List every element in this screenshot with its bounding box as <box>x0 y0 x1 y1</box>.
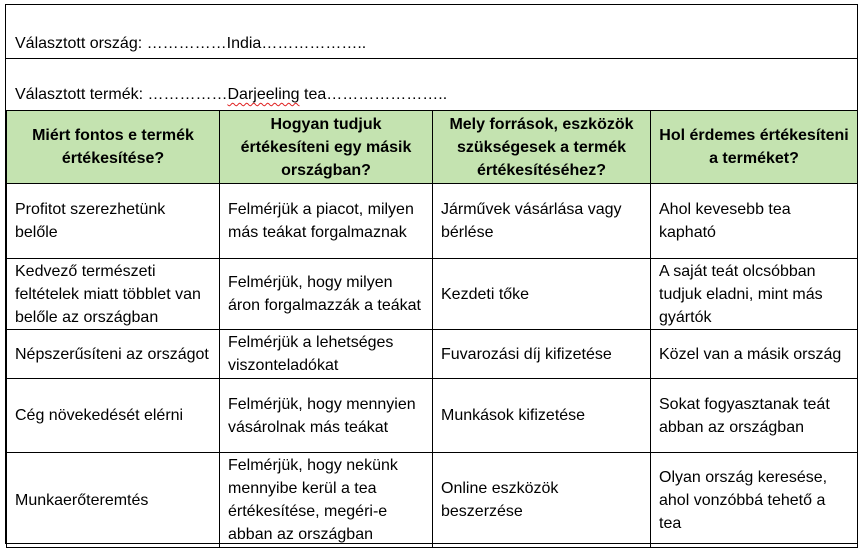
table-row <box>7 259 858 330</box>
table-row <box>7 379 858 453</box>
table-row <box>7 453 858 548</box>
table-cell: Ahol kevesebb tea kapható <box>651 184 858 259</box>
table-cell: Cég növekedését elérni <box>7 379 220 453</box>
country-dots-before: …………… <box>146 35 227 52</box>
product-value-word2: tea <box>304 86 327 103</box>
table-cell: Sokat fogyasztanak teát abban az országban <box>651 379 858 453</box>
table-row <box>7 184 858 259</box>
table-cell: Kedvező természeti feltételek miatt többlet van belőle az országban <box>7 259 220 330</box>
selected-product-line <box>6 59 857 110</box>
table-cell: A saját teát olcsóbban tudjuk eladni, mint más gyártók <box>651 259 858 330</box>
table-cell: Népszerűsíteni az országot <box>7 330 220 379</box>
product-dots-before: …………… <box>147 86 228 103</box>
product-value-word1: Darjeeling <box>227 86 300 103</box>
product-dots-after: ………………….. <box>326 86 448 103</box>
table-cell: Járművek vásárlása vagy bérlése <box>433 184 651 259</box>
table-row <box>7 330 858 379</box>
table-cell: Online eszközök beszerzése <box>433 453 651 548</box>
worksheet-frame <box>5 4 858 544</box>
country-dots-after: ……………….. <box>261 35 367 52</box>
table-cell: Munkások kifizetése <box>433 379 651 453</box>
table-cell: Felmérjük, hogy nekünk mennyibe kerül a tea értékesítése, megéri-e abban az országban <box>220 453 433 548</box>
column-header-where: Hol érdemes értékesíteni a terméket? <box>651 111 858 184</box>
table-cell: Felmérjük a piacot, milyen más teákat forgalmaznak <box>220 184 433 259</box>
table-cell: Közel van a másik ország <box>651 330 858 379</box>
table-cell: Munkaerőteremtés <box>7 453 220 548</box>
table-cell: Profitot szerezhetünk belőle <box>7 184 220 259</box>
column-header-resources: Mely források, eszközök szükségesek a termék értékesítéséhez? <box>433 111 651 184</box>
table-cell: Kezdeti tőke <box>433 259 651 330</box>
table-cell: Fuvarozási díj kifizetése <box>433 330 651 379</box>
table-cell: Felmérjük, hogy mennyien vásárolnak más teákat <box>220 379 433 453</box>
selected-country-line <box>6 5 857 59</box>
table-cell: Olyan ország keresése, ahol vonzóbbá tehető a tea <box>651 453 858 548</box>
column-header-how: Hogyan tudjuk értékesíteni egy másik országban? <box>220 111 433 184</box>
column-header-why: Miért fontos e termék értékesítése? <box>7 111 220 184</box>
table-cell: Felmérjük a lehetséges viszonteladókat <box>220 330 433 379</box>
sales-planning-table <box>6 110 858 548</box>
table-header-row <box>7 111 858 184</box>
table-cell: Felmérjük, hogy milyen áron forgalmazzák a teákat <box>220 259 433 330</box>
country-value: India <box>226 35 262 52</box>
country-label: Választott ország: <box>15 35 143 52</box>
product-label: Választott termék: <box>15 86 144 103</box>
